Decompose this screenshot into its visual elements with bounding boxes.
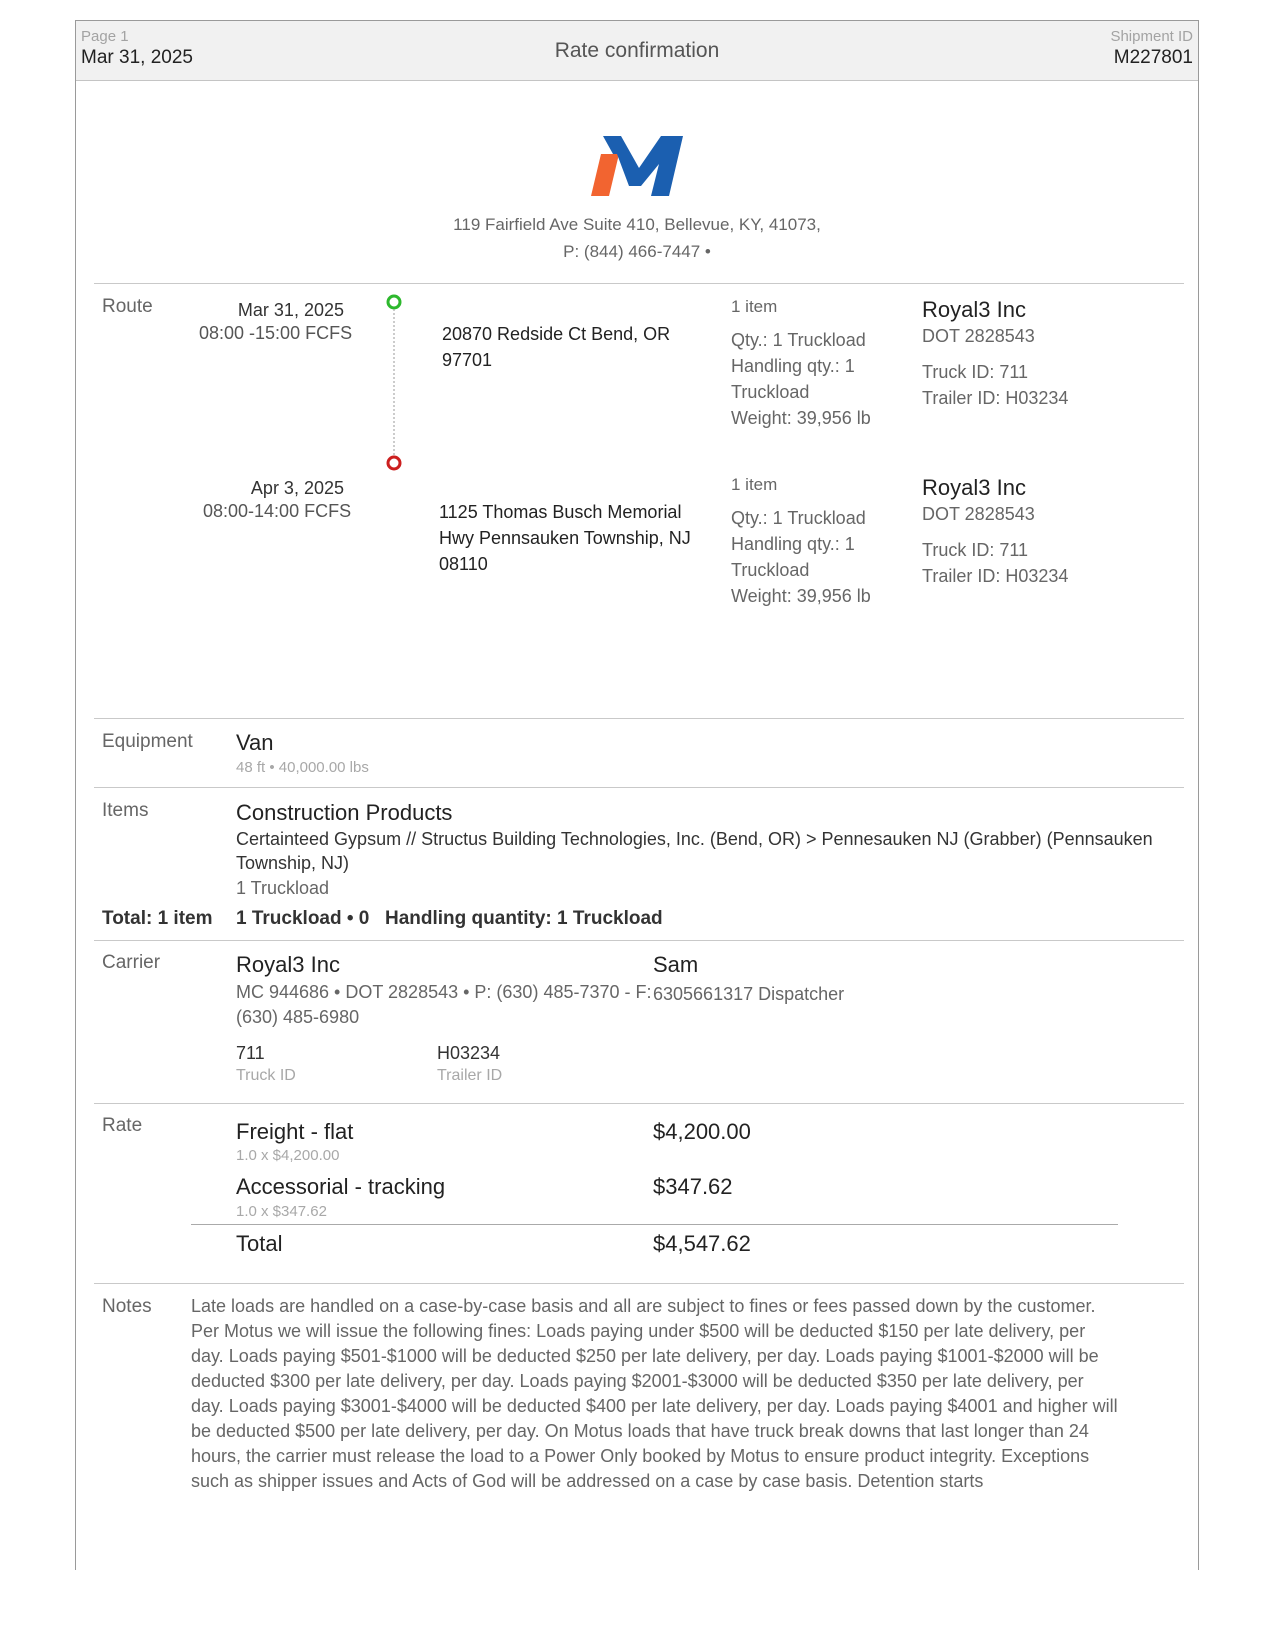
carrier-name: Royal3 Inc [236, 952, 340, 977]
stop1-address-line2: 97701 [442, 350, 493, 370]
stop2-date: Apr 3, 2025 [250, 478, 344, 498]
stop1-dot: DOT 2828543 [922, 326, 1035, 346]
header-date: Mar 31, 2025 [81, 47, 193, 68]
header-right [1110, 28, 1193, 70]
equipment-type: Van [236, 730, 274, 755]
items-total-handling: Handling quantity: 1 Truckload [385, 908, 663, 929]
carrier-label: Carrier [102, 952, 161, 973]
stop2-address [439, 499, 709, 577]
rate-total-divider [191, 1224, 1118, 1225]
stop2-handling-2: Truckload [731, 560, 810, 580]
rate-line-name: Freight - flat [236, 1119, 354, 1144]
notes-label: Notes [102, 1296, 152, 1317]
rate-line-name: Accessorial - tracking [236, 1174, 446, 1199]
rate-total-label: Total [236, 1231, 283, 1256]
trailer-id: H03234 [437, 1043, 501, 1063]
item-description-line1: Certainteed Gypsum // Structus Building Technologies, Inc. (Bend, OR) > Pennesauken NJ (Grabber) (Pennsauken [236, 829, 1153, 849]
rate-line-calc: 1.0 x $347.62 [236, 1203, 327, 1220]
carrier-info-line2: (630) 485-6980 [236, 1007, 360, 1027]
item-name: Construction Products [236, 800, 453, 825]
equipment-details: 48 ft • 40,000.00 lbs [236, 759, 369, 776]
stop2-qty: Qty.: 1 Truckload [731, 508, 866, 528]
stop1-handling-2: Truckload [731, 382, 810, 402]
stop1-window: 08:00 -15:00 FCFS [199, 323, 353, 343]
stop1-handling-1: Handling qty.: 1 [731, 356, 855, 376]
items-total-qty: 1 Truckload • 0 [236, 908, 370, 929]
stop1-weight: Weight: 39,956 lb [731, 408, 871, 428]
shipment-id: M227801 [1113, 47, 1193, 68]
stop1-date: Mar 31, 2025 [237, 300, 344, 320]
divider [94, 1283, 1184, 1284]
stop1-address [442, 321, 712, 373]
stop1-carrier-name: Royal3 Inc [922, 297, 1026, 322]
contact-info: 6305661317 Dispatcher [653, 984, 845, 1004]
stop1-qty: Qty.: 1 Truckload [731, 330, 866, 350]
delivery-marker-icon [388, 457, 400, 469]
pickup-marker-icon [388, 296, 400, 308]
divider [94, 940, 1184, 941]
stop2-dot: DOT 2828543 [922, 504, 1035, 524]
stop1-trailer: Trailer ID: H03234 [922, 388, 1069, 408]
stop1-truck: Truck ID: 711 [922, 362, 1029, 382]
rate-total: $4,547.62 [653, 1231, 751, 1256]
divider [94, 283, 1184, 284]
stop1-items [731, 297, 881, 431]
stop2-items-count: 1 item [731, 475, 778, 494]
company-address: 119 Fairfield Ave Suite 410, Bellevue, KY, 41073, [453, 215, 821, 234]
truck-id-label: Truck ID [236, 1067, 296, 1084]
rate-label: Rate [102, 1115, 143, 1136]
divider [94, 787, 1184, 788]
item-qty: 1 Truckload [236, 878, 330, 898]
equipment-label: Equipment [102, 731, 193, 752]
carrier-info-line1: MC 944686 • DOT 2828543 • P: (630) 485-7370 - F: [236, 982, 652, 1002]
rate-line-amount: $4,200.00 [653, 1119, 751, 1144]
rate-line-amount: $347.62 [653, 1174, 733, 1199]
page-number: Page 1 [81, 28, 129, 45]
document-frame [75, 20, 1199, 1570]
stop2-truck: Truck ID: 711 [922, 540, 1029, 560]
stop2-address-line3: 08110 [439, 554, 488, 574]
trailer-id-label: Trailer ID [437, 1067, 503, 1084]
company-logo [591, 136, 687, 206]
divider [94, 1103, 1184, 1104]
stop1-carrier [922, 297, 1068, 411]
stop2-weight: Weight: 39,956 lb [731, 586, 871, 606]
contact-name: Sam [653, 952, 699, 977]
stop1-items-count: 1 item [731, 297, 778, 316]
stop2-carrier [922, 475, 1068, 589]
stop2-address-line2: Hwy Pennsauken Township, NJ [439, 528, 691, 548]
stop2-carrier-name: Royal3 Inc [922, 475, 1026, 500]
logo-orange-stroke [591, 154, 619, 196]
item-description-line2: Township, NJ) [236, 853, 350, 873]
stop2-address-line1: 1125 Thomas Busch Memorial [439, 502, 682, 522]
shipment-id-label: Shipment ID [1110, 28, 1193, 45]
rate-line-calc: 1.0 x $4,200.00 [236, 1147, 340, 1164]
route-timeline [384, 293, 404, 473]
divider [94, 718, 1184, 719]
stop2-handling-1: Handling qty.: 1 [731, 534, 855, 554]
notes-text: Late loads are handled on a case-by-case basis and all are subject to fines or fees passed down by the customer. Per Motus we will issue the following fines: Loads paying under $500 will be deducted $150 per late delivery, per day. Loads paying $501-$1000 will be deducted $250 per late delivery, per day. Loads paying $1001-$2000 will be deducted $300 per late delivery, per day. Loads paying $2001-$3000 will be deducted $350 per late delivery, per day. Loads paying $3001-$4000 will be deducted $400 per late delivery, per day. Loads paying $4001 and higher will be deducted $500 per late delivery, per day. On Motus loads that have truck break downs that last longer than 24 hours, the carrier must release the load to a Power Only booked by Motus to ensure product integrity. Exceptions such as shipper issues and Acts of God will be addressed on a case by case basis. Detention starts [191, 1296, 1118, 1491]
page-header [76, 21, 1198, 81]
stop1-address-line1: 20870 Redside Ct Bend, OR [442, 324, 671, 344]
stop2-window: 08:00-14:00 FCFS [203, 501, 352, 521]
route-label: Route [102, 296, 153, 317]
stop2-items [731, 475, 881, 609]
company-phone: P: (844) 466-7447 • [563, 242, 711, 261]
items-total-label: Total: 1 item [102, 908, 213, 929]
stop2-trailer: Trailer ID: H03234 [922, 566, 1069, 586]
truck-id: 711 [236, 1043, 265, 1063]
page-title: Rate confirmation [554, 39, 720, 62]
items-label: Items [102, 800, 149, 821]
